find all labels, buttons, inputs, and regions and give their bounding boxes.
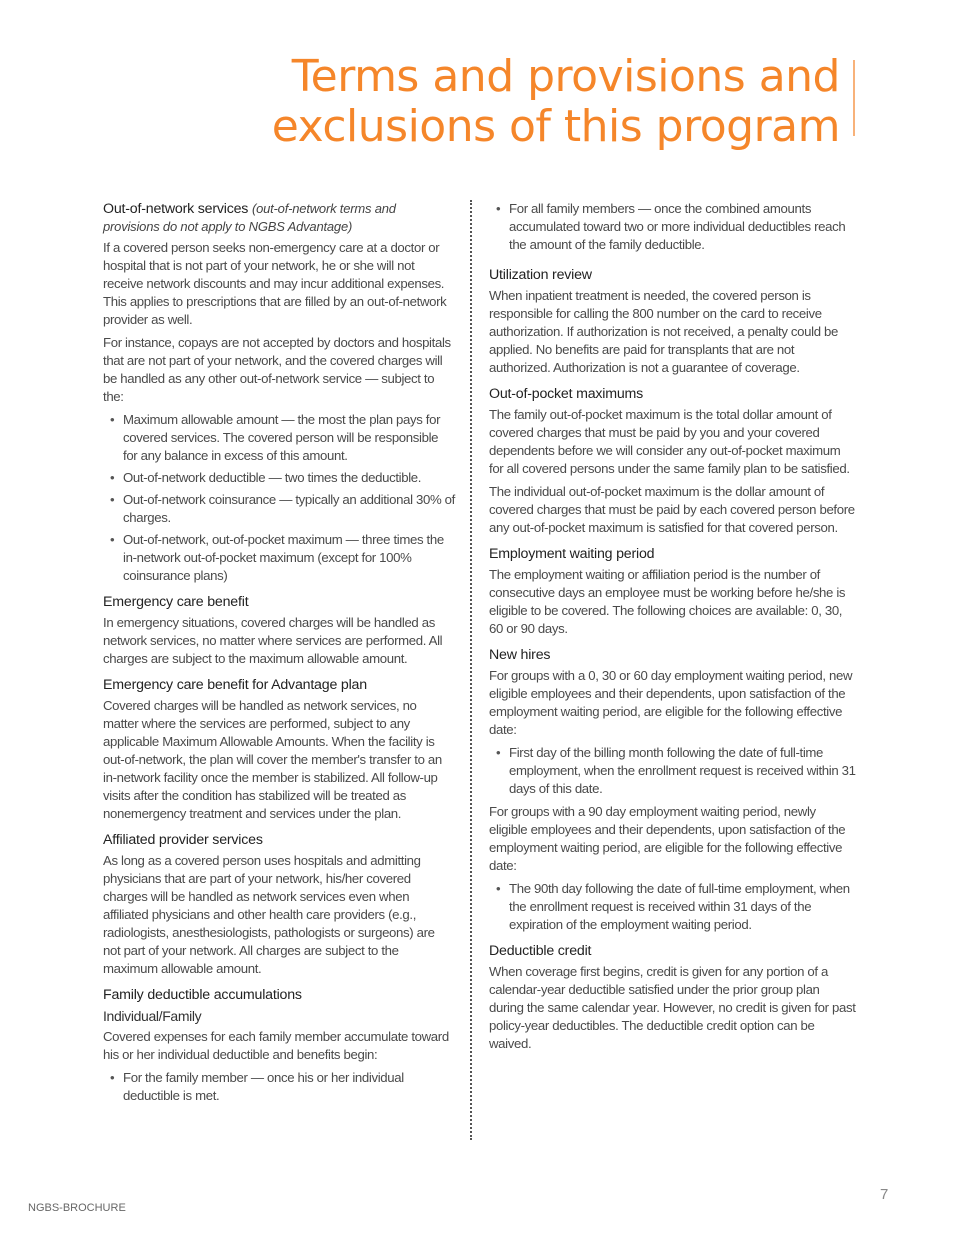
left-column	[103, 200, 455, 1110]
section-heading-waiting-period: Employment waiting period	[489, 546, 655, 562]
paragraph: For instance, copays are not accepted by doctors and hospitals that are not part of your network, and the covered charges will be handled as any other out-of-network service — subject to the:	[103, 335, 451, 404]
subheading: Individual/Family	[103, 1008, 202, 1024]
list-item: • Maximum allowable amount — the most the plan pays for covered services. The covered person will be responsible for any balance in excess of this amount.	[123, 411, 455, 465]
section-heading-new-hires: New hires	[489, 647, 551, 663]
list-item: • Out-of-network deductible — two times the deductible.	[123, 469, 455, 487]
paragraph: As long as a covered person uses hospitals and admitting physicians that are part of your network, his/her covered charges will be handled as network services even when affiliated physicians and other health care providers (e.g., radiologists, anesthesiologists, pathologists or surgeons) are not part of your network. All charges are subject to the maximum allowable amount.	[103, 853, 435, 976]
list-item: • For all family members — once the combined amounts accumulated toward two or more individual deductibles reach the amount of the family deductible.	[509, 200, 857, 254]
list-item: • First day of the billing month following the date of full-time employment, when the enrollment request is received within 31 days of this date.	[509, 744, 857, 798]
list-item: • The 90th day following the date of full-time employment, when the enrollment request is received within 31 days of the expiration of the employment waiting period.	[509, 880, 857, 934]
paragraph: For groups with a 0, 30 or 60 day employment waiting period, new eligible employees and their dependents, upon satisfaction of the employment waiting period, are eligible for the following effective date:	[489, 668, 853, 737]
list-item: • For the family member — once his or her individual deductible is met.	[123, 1069, 455, 1105]
section-heading-affiliated: Affiliated provider services	[103, 832, 263, 848]
section-heading-advantage-emergency: Emergency care benefit for Advantage plan	[103, 677, 367, 693]
paragraph: If a covered person seeks non-emergency care at a doctor or hospital that is not part of your network, he or she will not receive network discounts and may incur additional expenses. This applies to prescriptions that are filled by an out-of-network provider as well.	[103, 240, 447, 327]
heading-text: Out-of-network services	[103, 201, 249, 217]
bullet-list	[489, 880, 857, 934]
title-line-1: Terms and provisions and	[291, 51, 840, 102]
list-item: • Out-of-network coinsurance — typically an additional 30% of charges.	[123, 491, 455, 527]
heading-note: (out-of-network terms and provisions do not apply to NGBS Advantage)	[103, 201, 396, 234]
bullet-list	[103, 411, 455, 585]
paragraph: Covered expenses for each family member accumulate toward his or her individual deductible and benefits begin:	[103, 1029, 449, 1062]
section-heading-emergency: Emergency care benefit	[103, 594, 249, 610]
column-divider	[470, 200, 472, 1140]
section-heading-out-of-network	[103, 200, 455, 236]
bullet-list	[103, 1069, 455, 1105]
paragraph: The family out-of-pocket maximum is the total dollar amount of covered charges that must be paid by you and your covered dependents before we will consider any out-of-pocket maximum for all covered persons under the same family plan to be satisfied.	[489, 407, 850, 476]
bullet-list	[489, 744, 857, 798]
section-heading-oop: Out-of-pocket maximums	[489, 386, 644, 402]
title-line-2: exclusions of this program	[271, 101, 840, 152]
page-title	[272, 52, 840, 152]
title-accent-bar	[853, 60, 855, 136]
footer-label: NGBS-BROCHURE	[28, 1202, 126, 1214]
bullet-list	[489, 200, 857, 254]
paragraph: In emergency situations, covered charges will be handled as network services, no matter where services are performed. All charges are subject to the maximum allowable amount.	[103, 615, 443, 666]
paragraph: When coverage first begins, credit is given for any portion of a calendar-year deductible satisfied under the prior group plan during the same calendar year. However, no credit is given for past policy-year deductibles. The deductible credit option can be waived.	[489, 964, 856, 1051]
section-heading-deductible-credit: Deductible credit	[489, 943, 592, 959]
right-column	[489, 200, 857, 1058]
section-heading-family-deductible: Family deductible accumulations	[103, 987, 302, 1003]
page-number: 7	[880, 1186, 889, 1203]
paragraph: The individual out-of-pocket maximum is the dollar amount of covered charges that must be paid by each covered person before any out-of-pocket maximum is satisfied for that covered person.	[489, 484, 855, 535]
paragraph: The employment waiting or affiliation period is the number of consecutive days an employee must be working before he/she is eligible to be covered. The following choices are available: 0, 30, 60 or 90 days.	[489, 567, 846, 636]
list-item: • Out-of-network, out-of-pocket maximum — three times the in-network out-of-pocket maximum (except for 100% coinsurance plans)	[123, 531, 455, 585]
paragraph: For groups with a 90 day employment waiting period, newly eligible employees and their dependents, upon satisfaction of the employment waiting period, are eligible for the following effective date:	[489, 804, 846, 873]
paragraph: Covered charges will be handled as network services, no matter where the services are performed, subject to any applicable Maximum Allowable Amounts. When the facility is out-of-network, the plan will cover the member's transfer to an in-network facility once the member is stabilized. All follow-up visits after the condition has stabilized will be treated as nonemergency treatment and services under the plan.	[103, 698, 442, 821]
paragraph: When inpatient treatment is needed, the covered person is responsible for calling the 800 number on the card to receive authorization. If authorization is not received, a penalty could be applied. No benefits are paid for transplants that are not authorized. Authorization is not a guarantee of coverage.	[489, 288, 838, 375]
section-heading-utilization: Utilization review	[489, 267, 592, 283]
